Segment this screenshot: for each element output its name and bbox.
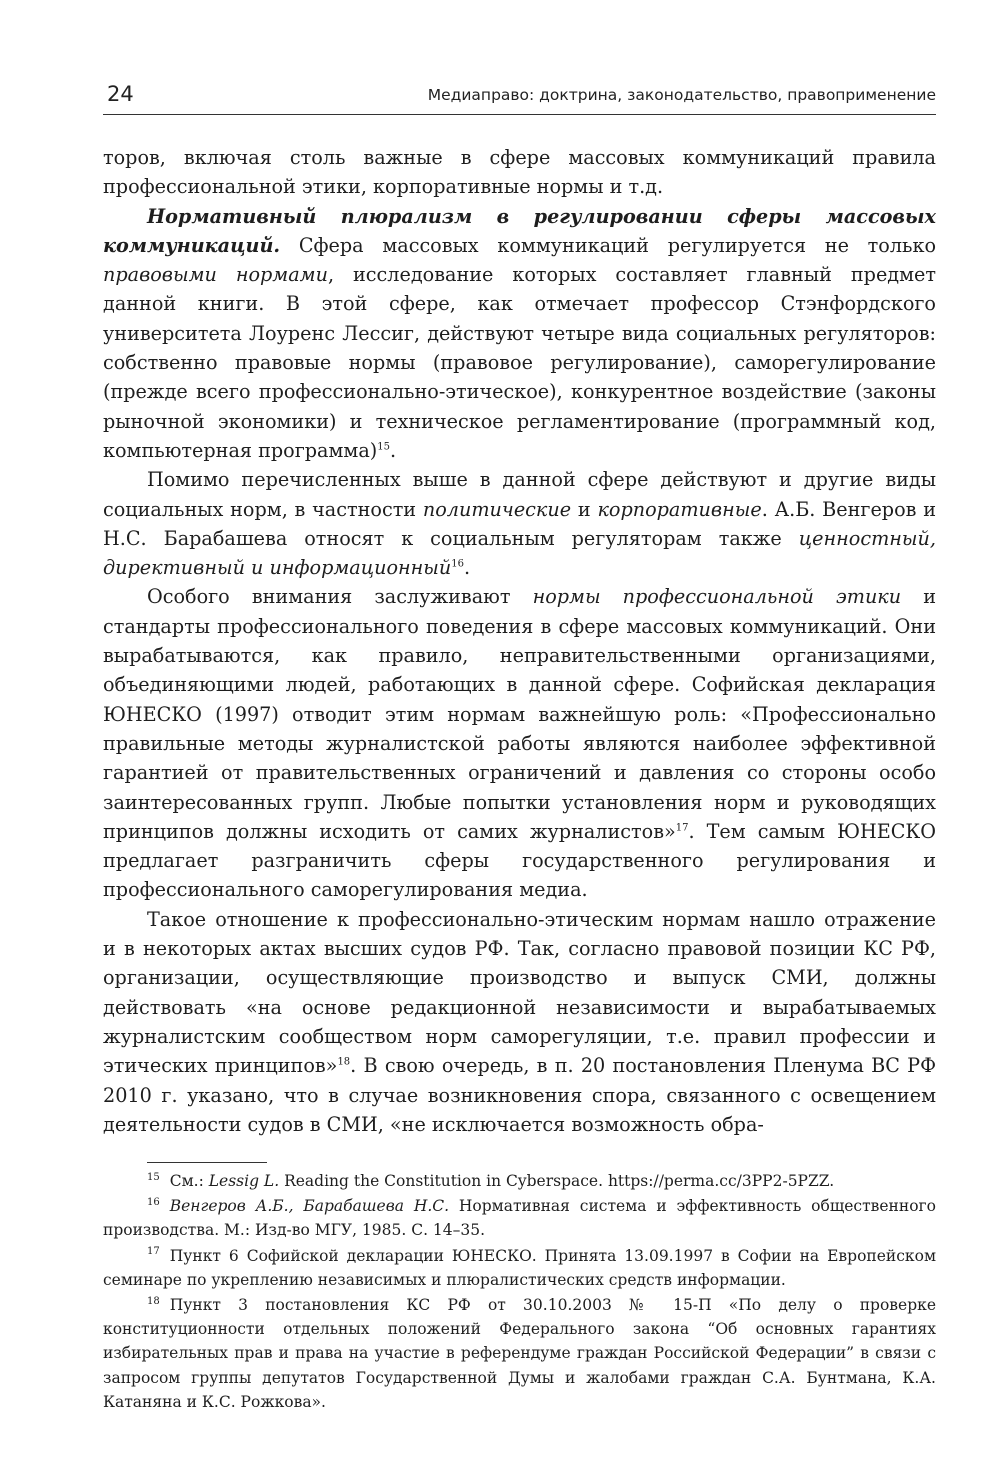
footnote-text: Reading the Constitution in Cyberspace. https://perma.cc/3PP2-5PZZ. [279,1172,835,1190]
footnote-15 [103,1169,936,1193]
text-run: . [390,438,397,462]
emphasis: политические [422,497,572,521]
text-run: . А.Б. Венгеров и Н.С. Барабашева относят к социальным регуляторам также [103,497,936,550]
paragraph-professional-ethics [103,582,936,904]
emphasis: ценностный, директивный и информационный [103,526,936,580]
footnote-ref: 17 [675,822,689,834]
text-run: Сфера массовых коммуникаций регулируется не только [280,233,936,257]
footnote-text: Нормативная система и эффективность общественного производства. М.: Изд-во МГУ, 1985. С. 14–35. [103,1197,936,1240]
paragraph-other-norms [103,465,936,582]
footnote-number: 18 [147,1295,160,1307]
text-run: и стандарты профессионального поведения в сфере массовых коммуникаций. Они вырабатываются, как правило, неправительственными организациями, объединяющими людей, работающих в данной сфере. Софийская декларация ЮНЕСКО (1997) отводит этим нормам важнейшую роль: «Профессионально правильные методы журналистской работы являются наиболее эффективной гарантией от правительственных ограничений и давления со стороны особо заинтересованных групп. Любые попытки установления норм и руководящих принципов должны исходить от самих журналистов» [103,585,937,843]
footnote-17 [103,1244,936,1292]
footnote-number: 15 [147,1171,160,1183]
section-heading: Нормативный плюрализм в регулировании сферы массовых коммуникаций. [103,204,936,257]
footnote-text: Пункт 6 Софийской декларации ЮНЕСКО. Принята 13.09.1997 в Софии на Европейском семинаре по укреплению независимых и плюралистических средств информации. [103,1246,936,1289]
text-run: Помимо перечисленных выше в данной сфере действуют и другие виды социальных норм, в частности [103,468,936,521]
page-header [103,78,936,115]
paragraph-continuation: торов, включая столь важные в сфере массовых коммуникаций правила профессиональной этики, корпоративные нормы и т.д. [103,146,936,199]
footnote-separator [147,1162,267,1163]
footnote-author: Венгеров А.Б., Барабашева Н.С. [169,1197,450,1216]
footnote-author: Lessig L. [208,1172,280,1190]
text-run: . Тем самым ЮНЕСКО предлагает разграничить сферы государственного регулирования и профессионального саморегулирования медиа. [103,819,936,902]
text-run: Особого внимания заслуживают [147,585,533,609]
text-run: . В свою очередь, в п. 20 постановления Пленума ВС РФ 2010 г. указано, что в случае возникновения спора, связанного с освещением деятельности судов в СМИ, «не исключается возможность обра- [103,1054,937,1136]
running-title: Медиаправо: доктрина, законодательство, правоприменение [427,86,936,104]
text-run: . [464,556,471,580]
footnote-number: 17 [147,1246,160,1258]
text-run: , исследование которых составляет главный предмет данной книги. В этой сфере, как отмечает профессор Стэнфордского университета Лоуренс Лессиг, действуют четыре вида социальных регуляторов: собственно правовые нормы (правовое регулирование), саморегулирование (прежде всего профессионально-этическое), конкурентное воздействие (законы рыночной экономики) и техническое регламентирование (программный код, компьютерная программа) [103,263,937,462]
paragraph-high-courts [103,905,936,1139]
footnote-text: Пункт 3 постановления КС РФ от 30.10.2003 № 15-П «По делу о проверке конституционности отдельных положений Федерального закона “Об основных гарантиях избирательных прав и права на участие в референдуме граждан Российской Федерации” в связи с запросом группы депутатов Государственной Думы и жалобами граждан С.А. Бунтмана, К.А. Катаняна и К.С. Рожкова». [103,1296,936,1411]
emphasis: правовыми нормами [103,263,328,287]
footnotes [103,1169,936,1415]
emphasis: нормы профессиональной этики [532,585,902,609]
text-run: и [571,497,598,521]
emphasis: корпоративные [597,497,762,521]
paragraph-normative-pluralism [103,202,936,466]
footnote-number: 16 [147,1197,160,1209]
footnote-ref: 15 [377,441,390,453]
main-text [103,143,936,1139]
footnote-16 [103,1194,936,1242]
text-run: Такое отношение к профессионально-этическим нормам нашло отражение и в некоторых актах высших судов РФ. Так, согласно правовой позиции КС РФ, организации, осуществляющие производство и выпуск СМИ, должны действовать «на основе редакционной независимости и вырабатываемых журналистским сообществом норм саморегуляции, т.е. правил профессии и этических принципов» [103,907,936,1078]
page-number: 24 [107,82,134,106]
footnote-lead: См.: [169,1172,209,1190]
footnote-ref: 16 [451,558,465,570]
footnote-ref: 18 [337,1056,351,1068]
footnote-18 [103,1293,936,1414]
